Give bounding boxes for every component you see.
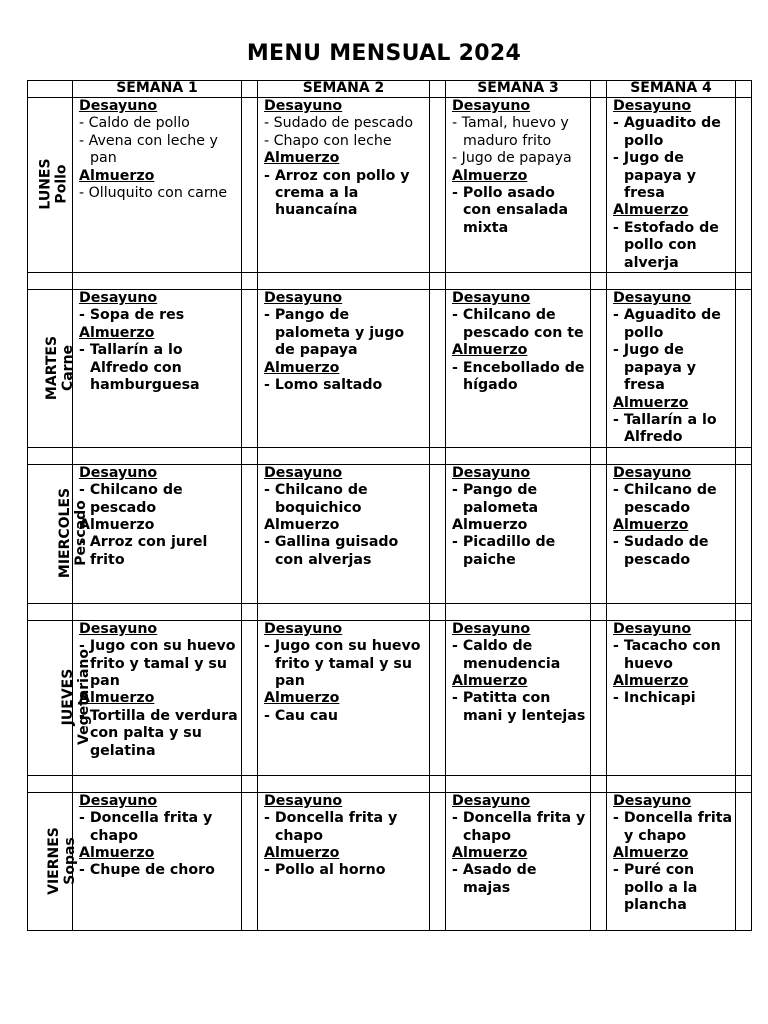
breakfast-item: - Sudado de pescado: [264, 115, 414, 132]
menu-cell: [607, 620, 736, 775]
menu-cell: [73, 620, 242, 775]
breakfast-item: - Doncella frita y chapo: [613, 810, 733, 844]
spacer-cell: [591, 603, 607, 620]
gap-cell: [242, 620, 258, 775]
header-row: [28, 81, 752, 98]
lunch-heading: Almuerzo: [79, 516, 155, 533]
breakfast-item: - Doncella frita y chapo: [79, 810, 213, 844]
gap-cell: [736, 792, 752, 930]
spacer-cell: [258, 273, 430, 290]
spacer-row: [28, 273, 752, 290]
breakfast-heading: Desayuno: [79, 620, 158, 637]
spacer-row: [28, 447, 752, 464]
gap-cell: [430, 81, 446, 98]
day-cell: [28, 98, 73, 273]
breakfast-heading: Desayuno: [79, 464, 158, 481]
lunch-item: - Chupe de choro: [79, 862, 215, 879]
lunch-heading: Almuerzo: [79, 324, 155, 341]
day-cell: [28, 620, 92, 775]
lunch-heading: Almuerzo: [613, 394, 689, 411]
lunch-item: - Arroz con pollo y crema a la huancaína: [264, 167, 410, 219]
lunch-heading: Almuerzo: [79, 690, 155, 707]
gap-cell: [591, 81, 607, 98]
menu-table: [27, 80, 752, 931]
spacer-cell: [242, 447, 258, 464]
lunch-heading: Almuerzo: [79, 844, 155, 861]
breakfast-item: - Chilcano de pescado con te: [452, 307, 584, 341]
breakfast-heading: Desayuno: [452, 464, 531, 481]
lunch-item: - Inchicapi: [613, 690, 696, 707]
menu-cell: [73, 98, 242, 273]
week-header: SEMANA 1: [73, 81, 242, 98]
day-theme: Carne: [60, 344, 77, 391]
breakfast-item: - Doncella frita y chapo: [452, 810, 586, 844]
day-row: [28, 464, 752, 603]
spacer-cell: [446, 775, 591, 792]
gap-cell: [736, 81, 752, 98]
spacer-cell: [242, 273, 258, 290]
lunch-item: - Pollo asado con ensalada mixta: [452, 185, 569, 236]
day-label: [44, 336, 76, 400]
breakfast-item: - Jugo con su huevo frito y tamal y su pan: [79, 638, 236, 689]
day-theme: Vegetariano: [75, 649, 92, 745]
menu-cell: [258, 464, 430, 603]
spacer-cell: [430, 603, 446, 620]
breakfast-heading: Desayuno: [613, 464, 692, 481]
gap-cell: [591, 792, 607, 930]
breakfast-item: - Jugo con su huevo frito y tamal y su pan: [264, 638, 421, 689]
gap-cell: [242, 98, 258, 273]
menu-cell: [607, 98, 736, 273]
spacer-cell: [607, 447, 736, 464]
page-title: MENU MENSUAL 2024: [246, 41, 522, 66]
spacer-row: [28, 775, 752, 792]
breakfast-item: - Tacacho con huevo: [613, 638, 721, 672]
menu-cell: [446, 792, 591, 930]
day-name: LUNES: [37, 158, 54, 210]
lunch-item: - Arroz con jurel frito: [79, 534, 208, 568]
breakfast-heading: Desayuno: [613, 98, 692, 114]
breakfast-item: - Pango de palometa: [452, 482, 539, 516]
breakfast-heading: Desayuno: [264, 792, 343, 809]
spacer-cell: [258, 447, 430, 464]
lunch-heading: Almuerzo: [264, 844, 340, 861]
spacer-cell: [28, 603, 73, 620]
day-name: JUEVES: [59, 668, 76, 726]
breakfast-item: - Chilcano de pescado: [79, 482, 183, 516]
gap-cell: [430, 620, 446, 775]
breakfast-heading: Desayuno: [452, 792, 531, 809]
breakfast-heading: Desayuno: [452, 620, 531, 637]
day-row: [28, 620, 752, 775]
day-name: MIERCOLES: [57, 487, 74, 579]
breakfast-item: - Aguadito de pollo: [613, 307, 721, 341]
lunch-heading: Almuerzo: [452, 342, 528, 359]
day-theme: Sopas: [61, 836, 78, 885]
lunch-item: - Cau cau: [264, 707, 338, 724]
spacer-cell: [736, 775, 752, 792]
lunch-item: - Pollo al horno: [264, 862, 386, 879]
lunch-item: - Picadillo de paiche: [452, 534, 556, 568]
lunch-item: - Gallina guisado con alverjas: [264, 534, 399, 568]
menu-cell: [446, 98, 591, 273]
menu-cell: [73, 464, 242, 603]
spacer-cell: [28, 775, 73, 792]
breakfast-heading: Desayuno: [613, 620, 692, 637]
breakfast-heading: Desayuno: [79, 792, 158, 809]
menu-cell: [607, 464, 736, 603]
menu-cell: [73, 792, 242, 930]
breakfast-item: - Caldo de pollo: [79, 115, 190, 132]
breakfast-heading: Desayuno: [79, 98, 158, 114]
spacer-cell: [446, 273, 591, 290]
day-label: [38, 159, 70, 210]
lunch-heading: Almuerzo: [613, 202, 689, 219]
breakfast-item: - Doncella frita y chapo: [264, 810, 398, 844]
day-theme: Pollo: [53, 164, 70, 204]
breakfast-heading: Desayuno: [264, 464, 343, 481]
spacer-cell: [258, 603, 430, 620]
lunch-heading: Almuerzo: [613, 516, 689, 533]
breakfast-heading: Desayuno: [79, 290, 158, 307]
gap-cell: [242, 81, 258, 98]
spacer-cell: [607, 273, 736, 290]
lunch-item: - Olluquito con carne: [79, 185, 228, 202]
menu-cell: [607, 792, 736, 930]
day-row: [28, 290, 752, 448]
spacer-cell: [607, 603, 736, 620]
menu-table-body: [28, 81, 752, 931]
breakfast-item: - Caldo de menudencia: [452, 638, 561, 672]
lunch-heading: Almuerzo: [264, 359, 340, 376]
lunch-item: - Tallarín a lo Alfredo con hamburguesa: [79, 342, 200, 394]
lunch-heading: Almuerzo: [613, 672, 689, 689]
breakfast-item: - Aguadito de pollo: [613, 115, 721, 149]
menu-cell: [258, 98, 430, 273]
lunch-heading: Almuerzo: [452, 516, 528, 533]
lunch-item: - Tallarín a lo Alfredo: [613, 411, 717, 446]
spacer-cell: [73, 447, 242, 464]
breakfast-item: - Jugo de papaya y fresa: [613, 342, 697, 394]
breakfast-heading: Desayuno: [264, 620, 343, 637]
menu-cell: [446, 464, 591, 603]
menu-cell: [446, 290, 591, 448]
menu-cell: [258, 792, 430, 930]
menu-cell: [446, 620, 591, 775]
spacer-cell: [591, 273, 607, 290]
breakfast-item: - Chilcano de pescado: [613, 482, 717, 516]
spacer-cell: [73, 775, 242, 792]
day-cell: [28, 464, 90, 603]
spacer-cell: [28, 447, 73, 464]
corner-cell: [28, 81, 73, 98]
lunch-item: - Estofado de pollo con alverja: [613, 219, 719, 271]
lunch-heading: Almuerzo: [264, 150, 340, 167]
spacer-cell: [242, 603, 258, 620]
lunch-item: - Puré con pollo a la plancha: [613, 862, 698, 914]
day-label: [57, 488, 89, 578]
day-name: VIERNES: [45, 826, 62, 895]
lunch-item: - Tortilla de verdura con palta y su gelatina: [79, 707, 238, 759]
breakfast-heading: Desayuno: [613, 290, 692, 307]
lunch-heading: Almuerzo: [79, 167, 155, 184]
breakfast-item: - Chilcano de boquichico: [264, 482, 368, 516]
spacer-cell: [591, 447, 607, 464]
day-theme: Pescado: [73, 500, 90, 566]
gap-cell: [736, 290, 752, 448]
spacer-cell: [607, 775, 736, 792]
day-row: [28, 98, 752, 273]
gap-cell: [736, 620, 752, 775]
gap-cell: [242, 290, 258, 448]
breakfast-item: - Tamal, huevo y maduro frito: [452, 115, 569, 149]
lunch-heading: Almuerzo: [613, 844, 689, 861]
day-row: [28, 792, 752, 930]
spacer-cell: [73, 603, 242, 620]
gap-cell: [591, 620, 607, 775]
gap-cell: [591, 464, 607, 603]
day-cell: [28, 792, 78, 930]
spacer-cell: [73, 273, 242, 290]
week-header: SEMANA 2: [258, 81, 430, 98]
menu-cell: [73, 290, 242, 448]
day-label: [46, 827, 78, 895]
breakfast-heading: Desayuno: [264, 290, 343, 307]
lunch-item: - Patitta con mani y lentejas: [452, 690, 586, 724]
menu-cell: [607, 290, 736, 448]
gap-cell: [430, 792, 446, 930]
lunch-heading: Almuerzo: [264, 690, 340, 707]
spacer-cell: [591, 775, 607, 792]
lunch-item: - Sudado de pescado: [613, 534, 709, 568]
spacer-cell: [736, 603, 752, 620]
spacer-cell: [430, 447, 446, 464]
breakfast-item: - Sopa de res: [79, 307, 185, 324]
breakfast-item: - Avena con leche y pan: [79, 132, 218, 167]
breakfast-item: - Jugo de papaya y fresa: [613, 150, 697, 202]
gap-cell: [591, 290, 607, 448]
gap-cell: [591, 98, 607, 273]
breakfast-item: - Pango de palometa y jugo de papaya: [264, 307, 405, 359]
breakfast-heading: Desayuno: [452, 98, 531, 114]
spacer-cell: [242, 775, 258, 792]
gap-cell: [430, 464, 446, 603]
spacer-cell: [430, 273, 446, 290]
lunch-item: - Encebollado de hígado: [452, 359, 585, 394]
spacer-cell: [736, 273, 752, 290]
spacer-cell: [446, 603, 591, 620]
week-header: SEMANA 4: [607, 81, 736, 98]
spacer-cell: [28, 273, 73, 290]
menu-cell: [258, 620, 430, 775]
day-label: [60, 649, 92, 745]
lunch-heading: Almuerzo: [452, 672, 528, 689]
breakfast-item: - Chapo con leche: [264, 132, 392, 149]
spacer-cell: [430, 775, 446, 792]
lunch-item: - Asado de majas: [452, 862, 537, 896]
breakfast-heading: Desayuno: [613, 792, 692, 809]
gap-cell: [430, 290, 446, 448]
menu-cell: [258, 290, 430, 448]
spacer-cell: [446, 447, 591, 464]
day-name: MARTES: [44, 335, 61, 400]
week-header: SEMANA 3: [446, 81, 591, 98]
breakfast-item: - Jugo de papaya: [452, 150, 572, 167]
gap-cell: [430, 98, 446, 273]
gap-cell: [242, 464, 258, 603]
gap-cell: [736, 464, 752, 603]
lunch-heading: Almuerzo: [452, 167, 528, 184]
spacer-cell: [736, 447, 752, 464]
lunch-heading: Almuerzo: [452, 844, 528, 861]
breakfast-heading: Desayuno: [452, 290, 531, 307]
lunch-heading: Almuerzo: [264, 516, 340, 533]
gap-cell: [736, 98, 752, 273]
lunch-item: - Lomo saltado: [264, 377, 383, 394]
gap-cell: [242, 792, 258, 930]
day-cell: [28, 290, 77, 448]
spacer-row: [28, 603, 752, 620]
spacer-cell: [258, 775, 430, 792]
breakfast-heading: Desayuno: [264, 98, 343, 114]
